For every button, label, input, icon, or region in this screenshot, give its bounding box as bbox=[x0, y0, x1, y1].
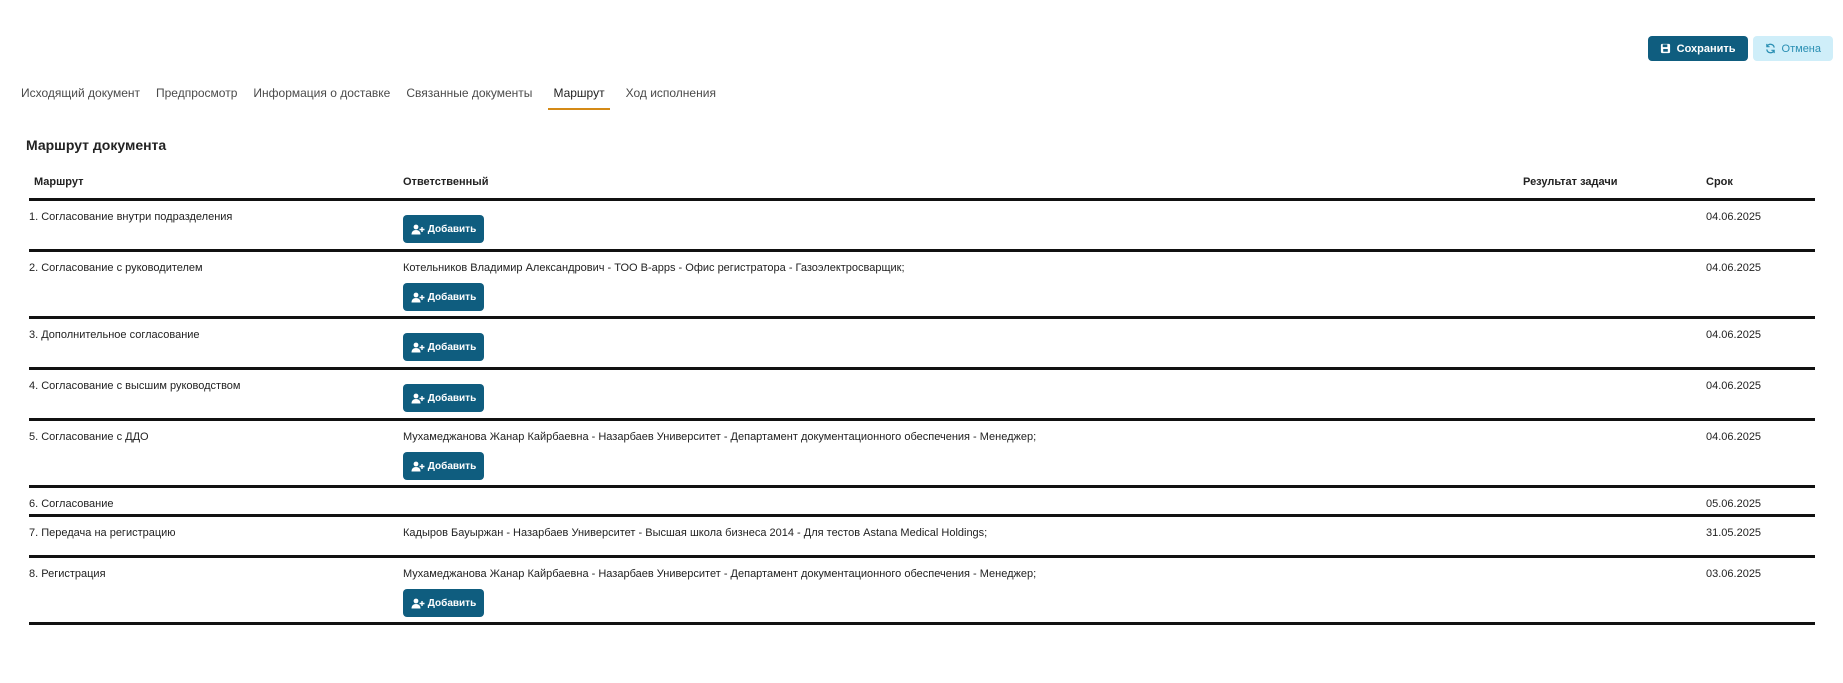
add-responsible-button[interactable] bbox=[403, 384, 484, 412]
tab-bar bbox=[21, 86, 716, 110]
deadline-date: 31.05.2025 bbox=[1706, 527, 1762, 539]
add-label: Добавить bbox=[427, 460, 477, 472]
deadline-date: 03.06.2025 bbox=[1706, 568, 1762, 580]
table-row bbox=[29, 319, 1815, 370]
header-responsible: Ответственный bbox=[403, 176, 489, 188]
user-plus-icon bbox=[411, 393, 425, 404]
header-route: Маршрут bbox=[34, 176, 84, 188]
deadline-date: 05.06.2025 bbox=[1706, 498, 1762, 510]
user-plus-icon bbox=[411, 598, 425, 609]
route-step: 4. Согласование с высшим руководством bbox=[29, 380, 241, 392]
responsible-person: Кадыров Бауыржан - Назарбаев Университет - Высшая школа бизнеса 2014 - Для тестов Astana Medical Holdings; bbox=[403, 527, 988, 539]
table-header bbox=[29, 170, 1815, 201]
responsible-person: Мухамеджанова Жанар Кайрбаевна - Назарбаев Университет - Департамент документационного обеспечения - Менеджер; bbox=[403, 431, 1037, 443]
tab-preview[interactable]: Предпросмотр bbox=[156, 86, 238, 100]
route-step: 2. Согласование с руководителем bbox=[29, 262, 203, 274]
table-row bbox=[29, 421, 1815, 488]
user-plus-icon bbox=[411, 461, 425, 472]
route-step: 6. Согласование bbox=[29, 498, 114, 510]
tab-outgoing-document[interactable]: Исходящий документ bbox=[21, 86, 140, 100]
deadline-date: 04.06.2025 bbox=[1706, 329, 1762, 341]
user-plus-icon bbox=[411, 292, 425, 303]
tab-delivery-info[interactable]: Информация о доставке bbox=[253, 86, 391, 100]
responsible-person: Котельников Владимир Александрович - ТОО B-apps - Офис регистратора - Газоэлектросварщик; bbox=[403, 262, 905, 274]
add-responsible-button[interactable] bbox=[403, 283, 484, 311]
user-plus-icon bbox=[411, 224, 425, 235]
user-plus-icon bbox=[411, 342, 425, 353]
save-label: Сохранить bbox=[1676, 42, 1736, 55]
add-cell bbox=[403, 333, 484, 361]
add-label: Добавить bbox=[427, 392, 477, 404]
deadline-date: 04.06.2025 bbox=[1706, 431, 1762, 443]
deadline-date: 04.06.2025 bbox=[1706, 211, 1762, 223]
section-title: Маршрут документа bbox=[26, 137, 167, 153]
table-row bbox=[29, 517, 1815, 558]
add-responsible-button[interactable] bbox=[403, 589, 484, 617]
add-label: Добавить bbox=[427, 291, 477, 303]
header-deadline: Срок bbox=[1706, 176, 1733, 188]
table-row bbox=[29, 201, 1815, 252]
tab-related-documents[interactable]: Связанные документы bbox=[406, 86, 533, 100]
table-row bbox=[29, 252, 1815, 319]
add-cell bbox=[403, 452, 484, 480]
add-label: Добавить bbox=[427, 223, 477, 235]
toolbar bbox=[1648, 36, 1833, 61]
add-cell bbox=[403, 589, 484, 617]
table-body bbox=[29, 201, 1815, 625]
table-row bbox=[29, 370, 1815, 421]
route-step: 5. Согласование с ДДО bbox=[29, 431, 149, 443]
add-cell bbox=[403, 215, 484, 243]
add-label: Добавить bbox=[427, 341, 477, 353]
responsible-person: Мухамеджанова Жанар Кайрбаевна - Назарбаев Университет - Департамент документационного обеспечения - Менеджер; bbox=[403, 568, 1037, 580]
refresh-icon bbox=[1765, 43, 1776, 54]
save-button[interactable] bbox=[1648, 36, 1748, 61]
add-cell bbox=[403, 384, 484, 412]
deadline-date: 04.06.2025 bbox=[1706, 262, 1762, 274]
route-step: 7. Передача на регистрацию bbox=[29, 527, 176, 539]
add-responsible-button[interactable] bbox=[403, 452, 484, 480]
table-row bbox=[29, 558, 1815, 625]
route-step: 3. Дополнительное согласование bbox=[29, 329, 200, 341]
add-label: Добавить bbox=[427, 597, 477, 609]
tab-execution-progress[interactable]: Ход исполнения bbox=[625, 86, 716, 100]
route-step: 1. Согласование внутри подразделения bbox=[29, 211, 233, 223]
floppy-icon bbox=[1660, 43, 1671, 54]
cancel-label: Отмена bbox=[1781, 42, 1821, 55]
add-cell bbox=[403, 283, 484, 311]
route-step: 8. Регистрация bbox=[29, 568, 106, 580]
add-responsible-button[interactable] bbox=[403, 333, 484, 361]
cancel-button[interactable] bbox=[1753, 36, 1833, 61]
header-result: Результат задачи bbox=[1523, 176, 1618, 188]
route-table bbox=[29, 170, 1815, 625]
tab-route[interactable]: Маршрут bbox=[548, 86, 609, 110]
table-row bbox=[29, 488, 1815, 517]
deadline-date: 04.06.2025 bbox=[1706, 380, 1762, 392]
add-responsible-button[interactable] bbox=[403, 215, 484, 243]
